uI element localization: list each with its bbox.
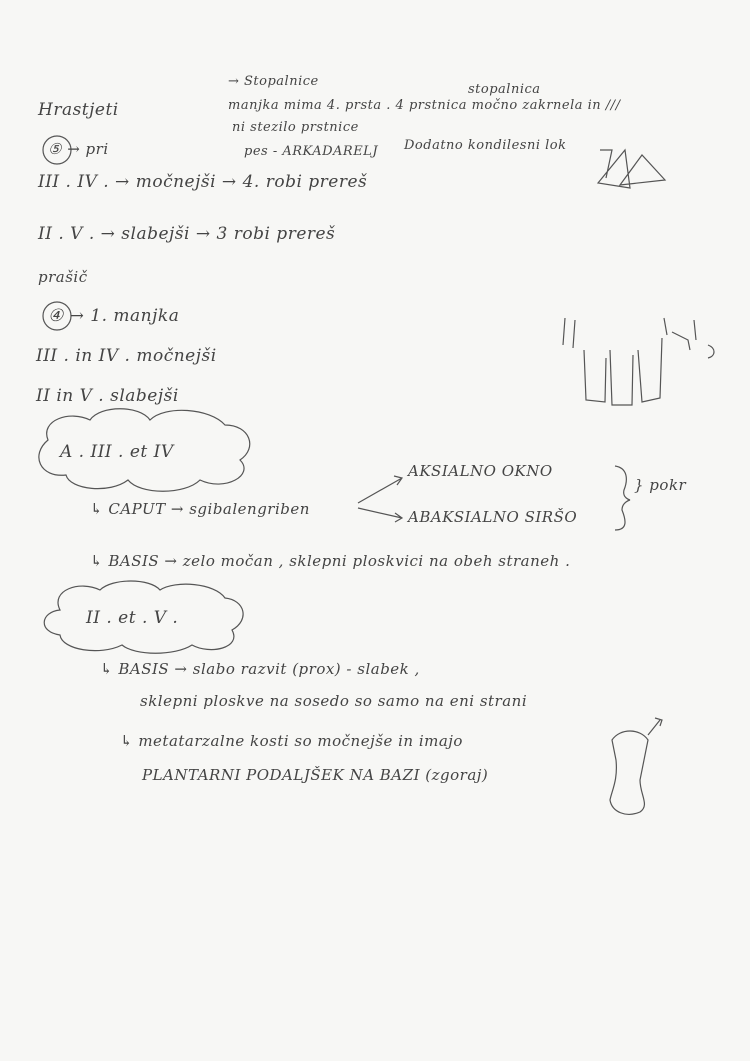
item-5: ⑤ → pri bbox=[48, 140, 109, 158]
line-II-V-b: II in V . slabejši bbox=[36, 386, 179, 406]
meta-line-2: PLANTARNI PODALJŠEK NA BAZI (zgoraj) bbox=[142, 766, 489, 784]
caput-line: ↳ CAPUT → sgibalengriben bbox=[90, 500, 310, 518]
bones-sketch bbox=[563, 318, 714, 405]
line-III-IV-b: III . in IV . močnejši bbox=[36, 346, 217, 366]
arrow-up bbox=[358, 476, 402, 503]
meta-line-1: ↳ metatarzalne kosti so močnejše in imajo bbox=[120, 732, 463, 750]
brace bbox=[615, 466, 630, 530]
heading-prasic: prašič bbox=[38, 268, 88, 286]
cloud-2-label: II . et . V . bbox=[86, 608, 179, 628]
pes-right: Dodatno kondilesni lok bbox=[404, 138, 567, 153]
item-4: ④ → 1. manjka bbox=[48, 306, 180, 326]
brace-note: } pokr bbox=[634, 476, 687, 494]
caput-up: AKSIALNO OKNO bbox=[408, 462, 553, 480]
heading-left: Hrastjeti bbox=[38, 100, 119, 120]
arrow-down bbox=[358, 508, 402, 522]
triangle-sketch bbox=[598, 150, 665, 188]
basis-line-2: ↳ BASIS → slabo razvit (prox) - slabek , bbox=[100, 660, 420, 678]
header-top-annotation: stopalnica bbox=[468, 82, 541, 97]
pes-line: pes - ARKADARELJ bbox=[244, 144, 379, 159]
header-line-1: → Stopalnice bbox=[228, 74, 319, 89]
line-II-V: II . V . → slabejši → 3 robi prereš bbox=[38, 224, 336, 244]
metatarsal-sketch bbox=[610, 718, 662, 814]
basis-line-1: ↳ BASIS → zelo močan , sklepni ploskvici na obeh straneh . bbox=[90, 552, 571, 570]
cloud-1-label: A . III . et IV bbox=[60, 442, 174, 462]
basis-line-3: sklepni ploskve na sosedo so samo na eni strani bbox=[140, 692, 528, 710]
caput-down: ABAKSIALNO SIRŠO bbox=[408, 508, 578, 526]
header-line-3: ni stezilo prstnice bbox=[232, 120, 359, 135]
line-III-IV: III . IV . → močnejši → 4. robi prereš bbox=[38, 172, 368, 192]
header-line-2: manjka mima 4. prsta . 4 prstnica močno zakrnela in /// bbox=[228, 98, 621, 113]
